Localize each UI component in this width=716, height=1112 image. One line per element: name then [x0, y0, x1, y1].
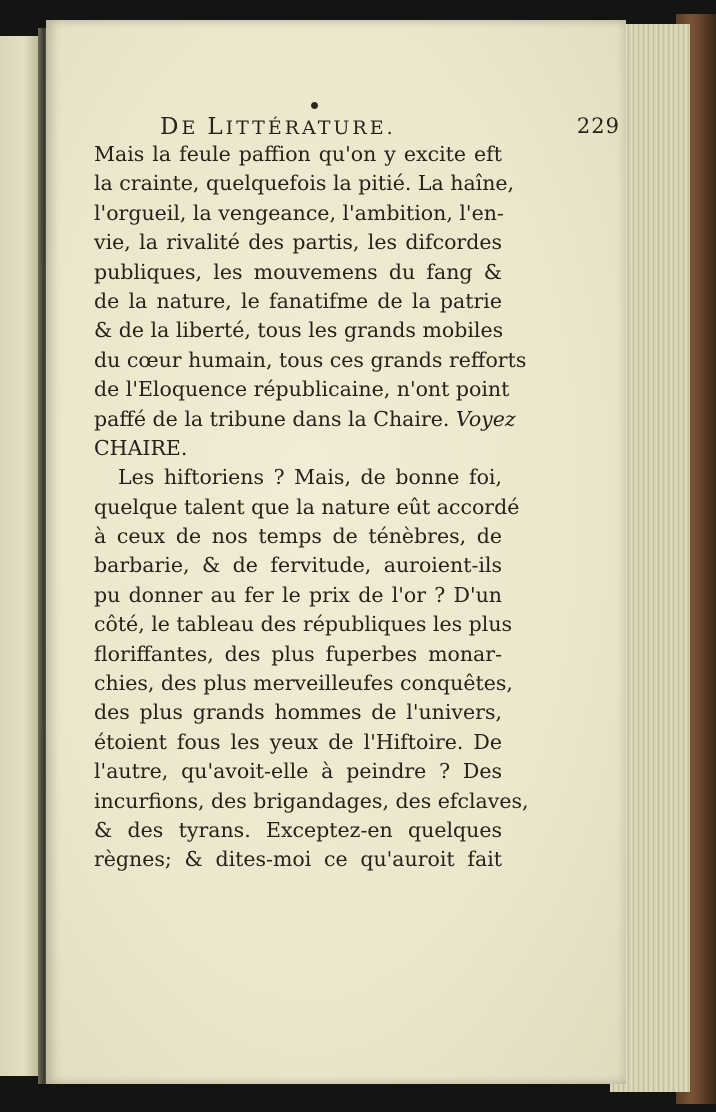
- text-line: publiques, les mouvemens du fang &: [94, 259, 502, 284]
- body-text: [94, 140, 529, 875]
- text-line: étoient fous les yeux de l'Hiftoire. De: [94, 729, 502, 754]
- text-line: de la nature, le fanatifme de la patrie: [94, 288, 502, 313]
- text-fragment: paffé de la tribune dans la Chaire.: [94, 406, 450, 431]
- page-number: 229: [576, 114, 620, 138]
- ink-spot: [311, 102, 318, 109]
- text-line: incurfions, des brigandages, des efclaves,: [94, 788, 529, 813]
- text-line: de l'Eloquence républicaine, n'ont point: [94, 377, 510, 402]
- cross-reference: Voyez: [455, 406, 516, 431]
- text-line: chies, des plus merveilleufes conquêtes,: [94, 671, 513, 696]
- text-line: vie, la rivalité des partis, les difcordes: [94, 230, 502, 255]
- facing-page-edge: [0, 36, 40, 1076]
- text-line: Mais la feule paffion qu'on y excite eft: [94, 142, 502, 166]
- text-line: la crainte, quelquefois la pitié. La haîne,: [94, 171, 515, 196]
- text-line: côté, le tableau des républiques les plus: [94, 612, 513, 637]
- text-line: & des tyrans. Exceptez-en quelques: [94, 817, 502, 842]
- text-line: pu donner au fer le prix de l'or ? D'un: [94, 582, 502, 607]
- text-line: règnes; & dites-moi ce qu'auroit fait: [94, 847, 502, 872]
- paragraph-start-line: Les hiftoriens ? Mais, de bonne foi,: [118, 465, 502, 490]
- text-line: du cœur humain, tous ces grands refforts: [94, 347, 527, 372]
- text-line: barbarie, & de fervitude, auroient-ils: [94, 553, 502, 578]
- text-line: & de la liberté, tous les grands mobiles: [94, 318, 504, 343]
- text-line: l'orgueil, la vengeance, l'ambition, l'en-: [94, 200, 504, 225]
- text-line: l'autre, qu'avoit-elle à peindre ? Des: [94, 759, 502, 784]
- text-line-with-reference: [94, 405, 516, 434]
- text-line: floriffantes, des plus fuperbes monar-: [94, 641, 502, 666]
- text-line: des plus grands hommes de l'univers,: [94, 700, 502, 725]
- text-line: à ceux de nos temps de ténèbres, de: [94, 524, 502, 549]
- text-line: quelque talent que la nature eût accordé: [94, 494, 520, 519]
- reference-target: CHAIRE.: [94, 435, 188, 460]
- running-title: DE LITTÉRATURE.: [160, 114, 396, 140]
